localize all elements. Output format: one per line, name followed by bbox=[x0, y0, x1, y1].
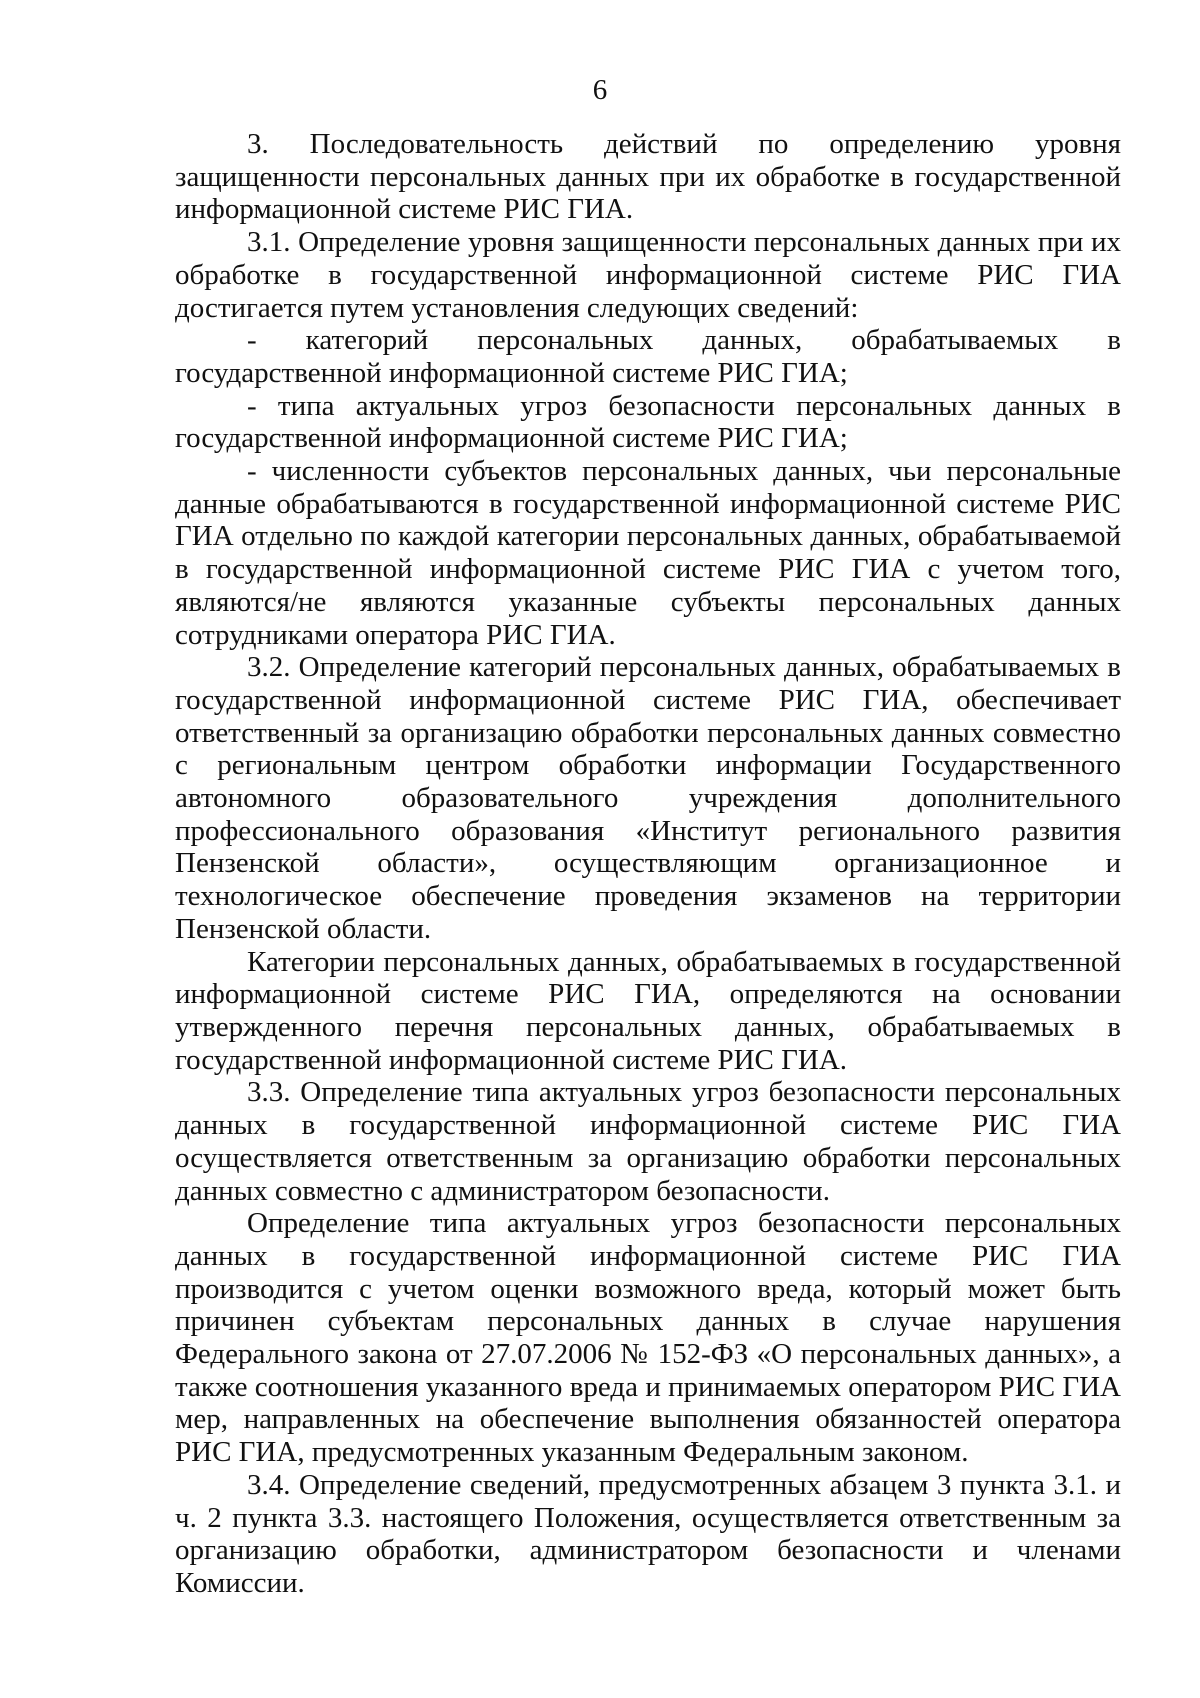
page-number: 6 bbox=[592, 74, 608, 106]
list-item-subjects-count: - численности субъектов персональных данных, чьи персональные данные обрабатываются в государственной информационной системе РИС ГИА отдельно по каждой категории персональных данных, обрабатываемой в государственной информационной системе РИС ГИА с учетом того, являются/не являются указанные субъекты персональных данных сотрудниками оператора РИС ГИА. bbox=[175, 455, 1121, 651]
list-item-threat-type: - типа актуальных угроз безопасности персональных данных в государственной информационной системе РИС ГИА; bbox=[175, 389, 1121, 455]
paragraph-3-1: 3.1. Определение уровня защищенности персональных данных при их обработке в государственной информационной системе РИС ГИА достигается путем установления следующих сведений: bbox=[175, 226, 1121, 324]
paragraph-3-2: 3.2. Определение категорий персональных данных, обрабатываемых в государственной информационной системе РИС ГИА, обеспечивает ответственный за организацию обработки персональных данных совместно с региональным центром обработки информации Государственного автономного образовательного учреждения дополнительного профессионального образования «Институт регионального развития Пензенской области», осуществляющим организационное и технологическое обеспечение проведения экзаменов на территории Пензенской области. bbox=[175, 651, 1121, 945]
list-item-categories: - категорий персональных данных, обрабатываемых в государственной информационной системе РИС ГИА; bbox=[175, 324, 1121, 389]
paragraph-3: 3. Последовательность действий по определению уровня защищенности персональных данных при их обработке в государственной информационной системе РИС ГИА. bbox=[175, 128, 1121, 226]
paragraph-threat-definition: Определение типа актуальных угроз безопасности персональных данных в государственной информационной системе РИС ГИА производится с учетом оценки возможного вреда, который может быть причинен субъектам персональных данных в случае нарушения Федерального закона от 27.07.2006 № 152-ФЗ «О персональных данных», а также соотношения указанного вреда и принимаемых оператором РИС ГИА мер, направленных на обеспечение выполнения обязанностей оператора РИС ГИА, предусмотренных указанным Федеральным законом. bbox=[175, 1207, 1121, 1469]
paragraph-3-3: 3.3. Определение типа актуальных угроз безопасности персональных данных в государственной информационной системе РИС ГИА осуществляется ответственным за организацию обработки персональных данных совместно с администратором безопасности. bbox=[175, 1076, 1121, 1207]
paragraph-3-4: 3.4. Определение сведений, предусмотренных абзацем 3 пункта 3.1. и ч. 2 пункта 3.3. настоящего Положения, осуществляется ответственным за организацию обработки, администратором безопасности и членами Комиссии. bbox=[175, 1468, 1121, 1599]
paragraph-categories-definition: Категории персональных данных, обрабатываемых в государственной информационной системе РИС ГИА, определяются на основании утвержденного перечня персональных данных, обрабатываемых в государственной информационной системе РИС ГИА. bbox=[175, 945, 1121, 1076]
document-body bbox=[175, 128, 1121, 1600]
